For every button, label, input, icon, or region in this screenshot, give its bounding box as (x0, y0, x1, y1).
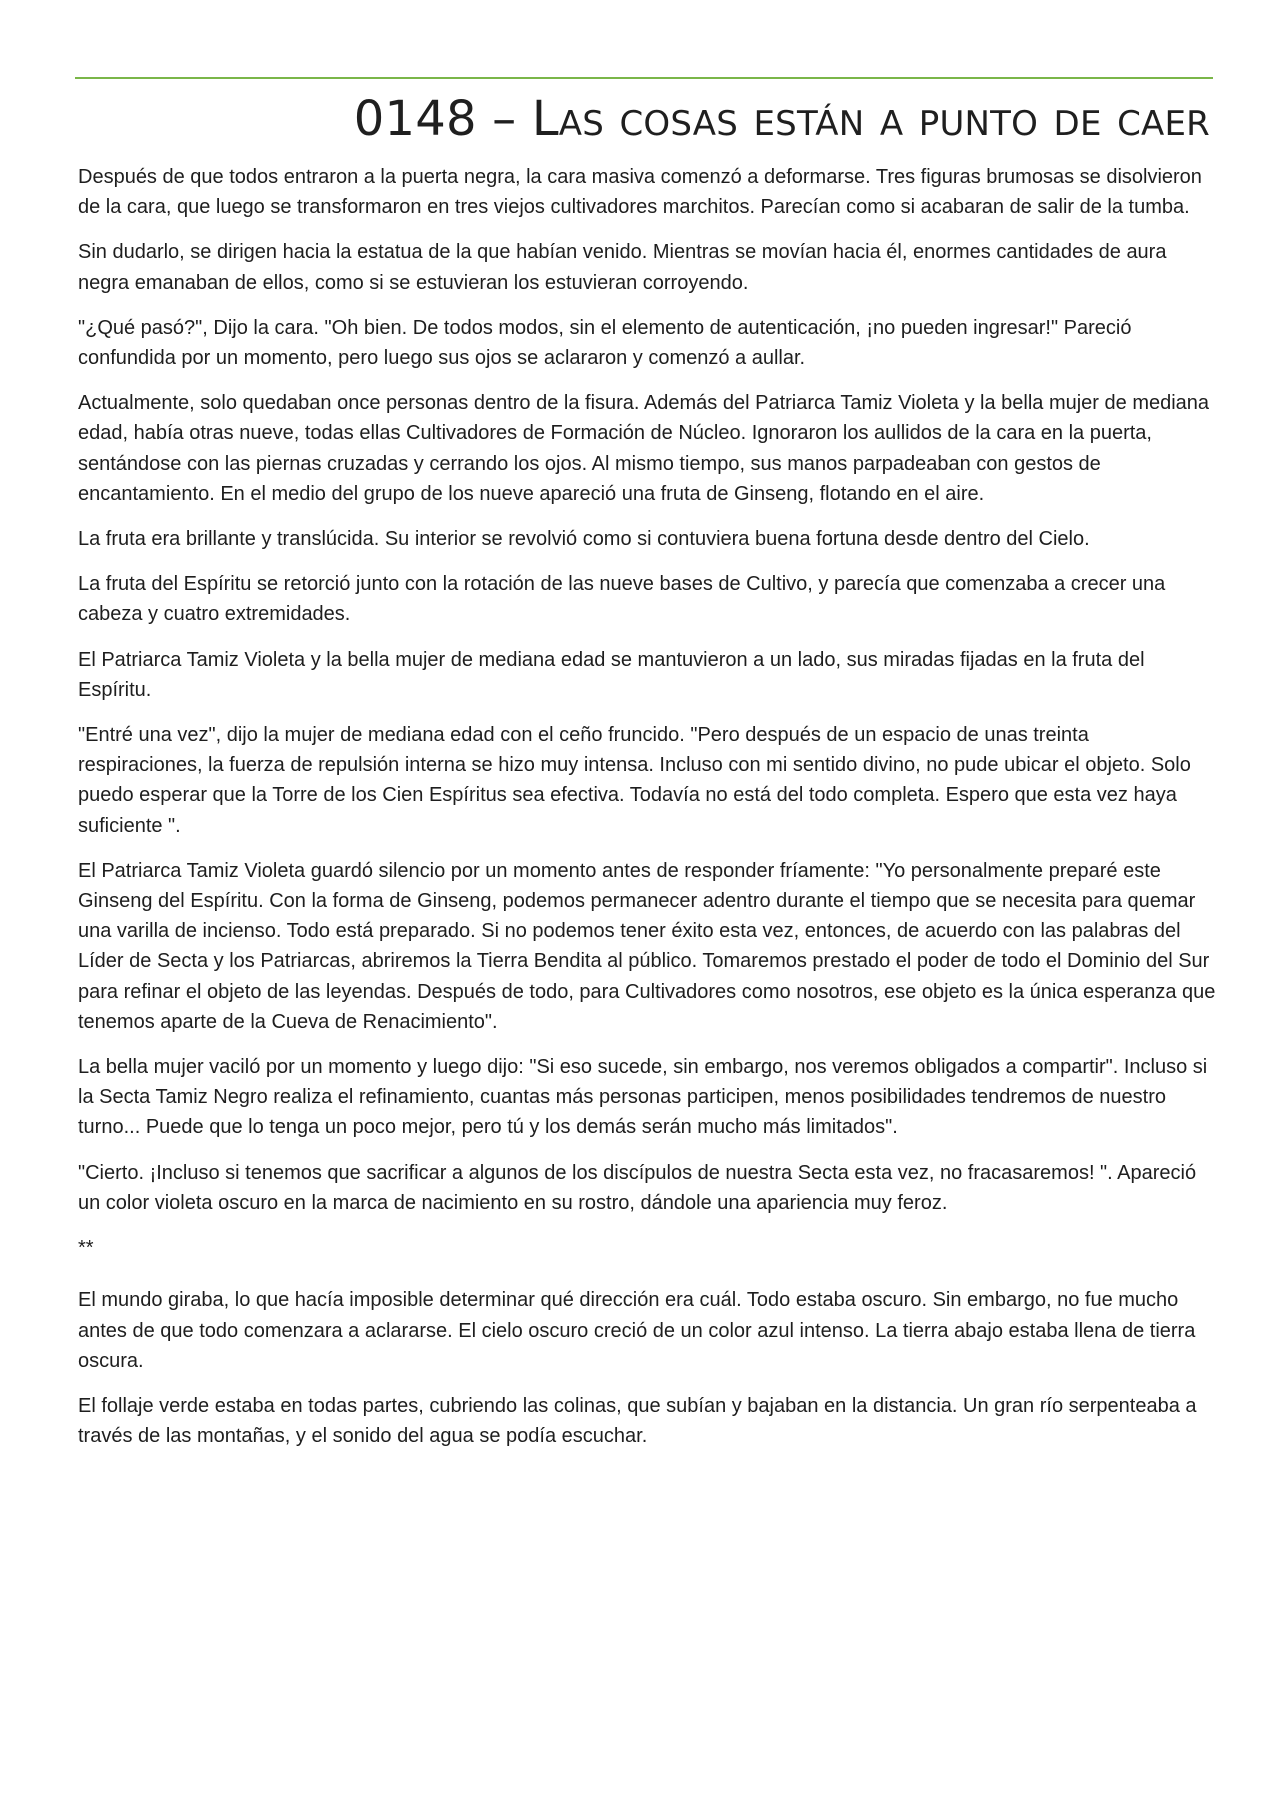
paragraph: Actualmente, solo quedaban once personas dentro de la fisura. Además del Patriarca Tamiz Violeta y la bella mujer de mediana edad, había otras nueve, todas ellas Cultivadores de Formación de Núcleo. Ignoraron los aullidos de la cara en la puerta, sentándose con las piernas cruzadas y cerrando los ojos. Al mismo tiempo, sus manos parpadeaban con gestos de encantamiento. En el medio del grupo de los nueve apareció una fruta de Ginseng, flotando en el aire. (78, 392, 1210, 505)
chapter-title: 0148 – Las cosas están a punto de caer (353, 91, 1210, 147)
paragraph: Sin dudarlo, se dirigen hacia la estatua de la que habían venido. Mientras se movían hacia él, enormes cantidades de aura negra emanaban de ellos, como si se estuvieran los estuvieran corroyendo. (78, 241, 1167, 294)
paragraph: "Entré una vez", dijo la mujer de mediana edad con el ceño fruncido. "Pero después de un espacio de unas treinta respiraciones, la fuerza de repulsión interna se hizo muy intensa. Incluso con mi sentido divino, no pude ubicar el objeto. Solo puedo esperar que la Torre de los Cien Espíritus sea efectiva. Todavía no está del todo completa. Espero que esta vez haya suficiente ". (78, 724, 1191, 837)
paragraph: El follaje verde estaba en todas partes, cubriendo las colinas, que subían y bajaban en la distancia. Un gran río serpenteaba a través de las montañas, y el sonido del agua se podía escuchar. (78, 1394, 1197, 1448)
scene-separator: ** (78, 1237, 94, 1260)
header-rule (75, 77, 1213, 79)
paragraph: La fruta era brillante y translúcida. Su interior se revolvió como si contuviera buena fortuna desde dentro del Cielo. (78, 528, 1090, 551)
paragraph: La bella mujer vaciló por un momento y luego dijo: "Si eso sucede, sin embargo, nos veremos obligados a compartir". Incluso si la Secta Tamiz Negro realiza el refinamiento, cuantas más personas participen, menos posibilidades tendremos de nuestro turno... Puede que lo tenga un poco mejor, pero tú y los demás serán mucho más limitados". (78, 1056, 1208, 1139)
paragraph: "¿Qué pasó?", Dijo la cara. "Oh bien. De todos modos, sin el elemento de autenticación, ¡no pueden ingresar!" Pareció confundida por un momento, pero luego sus ojos se aclararon y comenzó a aullar. (78, 316, 1132, 370)
paragraph: Después de que todos entraron a la puerta negra, la cara masiva comenzó a deformarse. Tres figuras brumosas se disolvieron de la cara, que luego se transformaron en tres viejos cultivadores marchitos. Parecían como si acabaran de salir de la tumba. (78, 166, 1202, 219)
paragraph: El Patriarca Tamiz Violeta guardó silencio por un momento antes de responder fríamente: "Yo personalmente preparé este Ginseng del Espíritu. Con la forma de Ginseng, podemos permanecer adentro durante el tiempo que se necesita para quemar una varilla de incienso. Todo está preparado. Si no podemos tener éxito esta vez, entonces, de acuerdo con las palabras del Líder de Secta y los Patriarcas, abriremos la Tierra Bendita al público. Tomaremos prestado el poder de todo el Dominio del Sur para refinar el objeto de las leyendas. Después de todo, para Cultivadores como nosotros, ese objeto es la única esperanza que tenemos aparte de la Cueva de Renacimiento". (78, 859, 1216, 1033)
paragraph: El mundo giraba, lo que hacía imposible determinar qué dirección era cuál. Todo estaba oscuro. Sin embargo, no fue mucho antes de que todo comenzara a aclararse. El cielo oscuro creció de un color azul intenso. La tierra abajo estaba llena de tierra oscura. (78, 1289, 1196, 1372)
paragraph: "Cierto. ¡Incluso si tenemos que sacrificar a algunos de los discípulos de nuestra Secta esta vez, no fracasaremos! ". Apareció un color violeta oscuro en la marca de nacimiento en su rostro, dándole una apariencia muy feroz. (78, 1161, 1197, 1214)
chapter-body (78, 162, 1218, 1466)
paragraph: El Patriarca Tamiz Violeta y la bella mujer de mediana edad se mantuvieron a un lado, sus miradas fijadas en la fruta del Espíritu. (78, 648, 1145, 701)
paragraph: La fruta del Espíritu se retorció junto con la rotación de las nueve bases de Cultivo, y parecía que comenzaba a crecer una cabeza y cuatro extremidades. (78, 573, 1166, 626)
